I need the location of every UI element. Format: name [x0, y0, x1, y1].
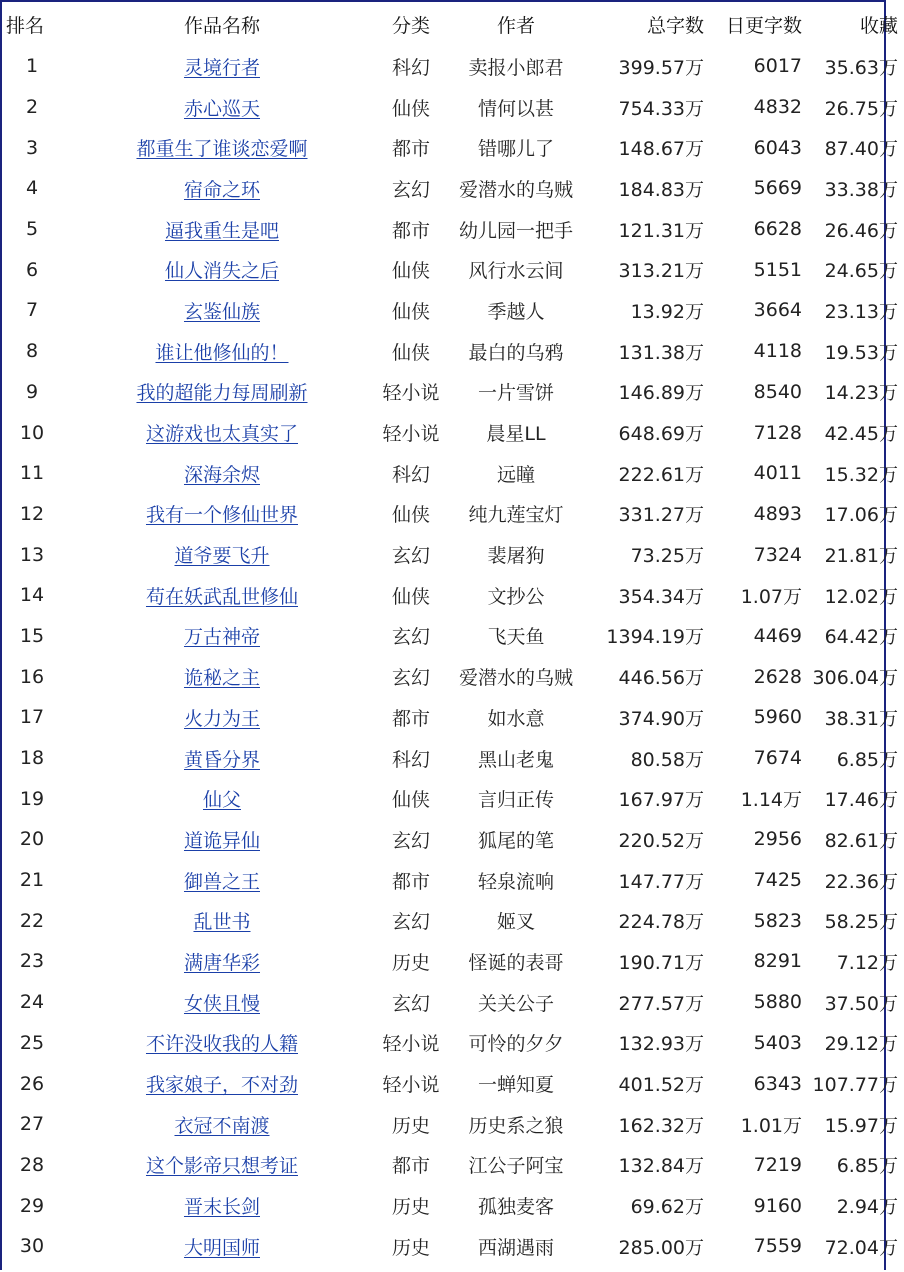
table-row: [2, 168, 904, 209]
author-cell: 关关公子: [477, 992, 554, 1015]
total-words-cell: 754.33万: [618, 97, 704, 120]
title-link[interactable]: 黄昏分界: [183, 748, 260, 771]
title-cell: [62, 1226, 382, 1267]
title-cell: [62, 1063, 382, 1104]
total-words-cell: 648.69万: [618, 423, 704, 446]
author-cell: 可怜的夕夕: [468, 1033, 564, 1056]
total-words-cell: 224.78万: [618, 911, 704, 934]
favorites-cell: 26.75万: [824, 97, 898, 120]
title-cell: [62, 534, 382, 575]
category-cell: 历史: [391, 1196, 430, 1219]
rank-cell: 19: [19, 787, 45, 810]
author-cell: 孤独麦客: [477, 1196, 554, 1219]
author-cell: 西湖遇雨: [477, 1236, 554, 1259]
daily-words-cell: 5403: [753, 1031, 802, 1054]
category-cell: 仙侠: [391, 300, 430, 323]
title-cell: [62, 900, 382, 941]
table-row: [2, 46, 904, 87]
rank-cell: 28: [19, 1153, 45, 1176]
total-words-cell: 73.25万: [630, 545, 704, 568]
author-cell: 晨星LL: [486, 423, 546, 446]
category-cell: 都市: [391, 707, 430, 730]
favorites-cell: 87.40万: [824, 138, 898, 161]
daily-words-cell: 7128: [753, 421, 802, 444]
daily-words-cell: 4893: [753, 502, 802, 525]
category-cell: 科幻: [391, 748, 430, 771]
title-link[interactable]: 玄鉴仙族: [183, 300, 260, 323]
table-row: [2, 738, 904, 779]
daily-words-cell: 2628: [753, 665, 802, 688]
title-cell: [62, 209, 382, 250]
author-cell: 裴屠狗: [487, 545, 545, 568]
author-cell: 风行水云间: [468, 260, 564, 283]
total-words-cell: 222.61万: [618, 463, 704, 486]
category-cell: 轻小说: [382, 382, 440, 405]
daily-words-cell: 4469: [753, 624, 802, 647]
title-link[interactable]: 火力为王: [183, 707, 260, 730]
daily-words-cell: 4832: [753, 96, 802, 119]
category-cell: 都市: [391, 138, 430, 161]
table-header: [2, 2, 904, 46]
daily-words-cell: 6017: [753, 55, 802, 78]
title-cell: [62, 372, 382, 413]
daily-words-cell: 8291: [753, 950, 802, 973]
favorites-cell: 17.46万: [824, 789, 898, 812]
author-cell: 远瞳: [496, 463, 535, 486]
daily-words-cell: 6343: [753, 1072, 802, 1095]
title-link[interactable]: 灵境行者: [183, 56, 260, 79]
favorites-cell: 17.06万: [824, 504, 898, 527]
table-row: [2, 982, 904, 1023]
category-cell: 轻小说: [382, 1074, 440, 1097]
title-cell: [62, 1023, 382, 1064]
title-cell: [62, 331, 382, 372]
total-words-cell: 162.32万: [618, 1114, 704, 1137]
category-cell: 都市: [391, 219, 430, 242]
table-row: [2, 1185, 904, 1226]
title-link[interactable]: 衣冠不南渡: [174, 1114, 270, 1137]
daily-words-cell: 5960: [753, 706, 802, 729]
category-cell: 历史: [391, 1236, 430, 1259]
title-cell: [62, 1104, 382, 1145]
favorites-cell: 2.94万: [836, 1196, 898, 1219]
favorites-cell: 37.50万: [824, 992, 898, 1015]
rank-cell: 29: [19, 1194, 45, 1217]
total-words-cell: 13.92万: [630, 300, 704, 323]
daily-words-cell: 7559: [753, 1235, 802, 1258]
category-cell: 玄幻: [391, 911, 430, 934]
author-cell: 纯九莲宝灯: [468, 504, 564, 527]
rank-cell: 3: [25, 136, 39, 159]
title-link[interactable]: 不许没收我的人籍: [145, 1033, 298, 1056]
title-link[interactable]: 仙人消失之后: [164, 260, 279, 283]
rank-cell: 8: [25, 340, 39, 363]
author-cell: 黑山老鬼: [477, 748, 554, 771]
category-cell: 玄幻: [391, 626, 430, 649]
table-row: [2, 860, 904, 901]
favorites-cell: 15.32万: [824, 463, 898, 486]
title-cell: [62, 453, 382, 494]
header-rank: 排名: [6, 14, 45, 37]
favorites-cell: 35.63万: [824, 56, 898, 79]
table-row: [2, 1104, 904, 1145]
total-words-cell: 277.57万: [618, 992, 704, 1015]
title-link[interactable]: 满唐华彩: [183, 951, 260, 974]
favorites-cell: 12.02万: [824, 585, 898, 608]
category-cell: 科幻: [391, 56, 430, 79]
header-total-words: 总字数: [646, 14, 704, 37]
daily-words-cell: 4011: [753, 462, 802, 485]
table-row: [2, 1226, 904, 1267]
total-words-cell: 167.97万: [618, 789, 704, 812]
rank-cell: 5: [25, 218, 39, 241]
favorites-cell: 14.23万: [824, 382, 898, 405]
favorites-cell: 72.04万: [824, 1236, 898, 1259]
author-cell: 一片雪饼: [477, 382, 554, 405]
total-words-cell: 331.27万: [618, 504, 704, 527]
daily-words-cell: 5669: [753, 177, 802, 200]
table-row: [2, 1023, 904, 1064]
author-cell: 历史系之狼: [468, 1114, 564, 1137]
table-row: [2, 290, 904, 331]
title-cell: [62, 412, 382, 453]
favorites-cell: 29.12万: [824, 1033, 898, 1056]
author-cell: 爱潜水的乌贼: [458, 667, 573, 690]
total-words-cell: 446.56万: [618, 667, 704, 690]
favorites-cell: 26.46万: [824, 219, 898, 242]
daily-words-cell: 6043: [753, 136, 802, 159]
table-row: [2, 575, 904, 616]
category-cell: 科幻: [391, 463, 430, 486]
total-words-cell: 121.31万: [618, 219, 704, 242]
category-cell: 都市: [391, 870, 430, 893]
category-cell: 玄幻: [391, 992, 430, 1015]
rank-cell: 22: [19, 909, 45, 932]
daily-words-cell: 5151: [753, 258, 802, 281]
daily-words-cell: 8540: [753, 380, 802, 403]
category-cell: 轻小说: [382, 423, 440, 446]
rank-cell: 15: [19, 624, 45, 647]
total-words-cell: 131.38万: [618, 341, 704, 364]
title-cell: [62, 697, 382, 738]
table-row: [2, 534, 904, 575]
daily-words-cell: 9160: [753, 1194, 802, 1217]
total-words-cell: 354.34万: [618, 585, 704, 608]
total-words-cell: 184.83万: [618, 178, 704, 201]
rank-cell: 12: [19, 502, 45, 525]
category-cell: 仙侠: [391, 789, 430, 812]
table-row: [2, 616, 904, 657]
total-words-cell: 69.62万: [630, 1196, 704, 1219]
table-row: [2, 412, 904, 453]
title-link[interactable]: 女侠且慢: [183, 992, 260, 1015]
favorites-cell: 19.53万: [824, 341, 898, 364]
table-row: [2, 1063, 904, 1104]
favorites-cell: 38.31万: [824, 707, 898, 730]
title-cell: [62, 290, 382, 331]
favorites-cell: 22.36万: [824, 870, 898, 893]
title-link[interactable]: 诡秘之主: [183, 667, 260, 690]
title-cell: [62, 819, 382, 860]
total-words-cell: 190.71万: [618, 951, 704, 974]
rank-cell: 9: [25, 380, 39, 403]
author-cell: 错哪儿了: [477, 138, 554, 161]
favorites-cell: 306.04万: [812, 667, 898, 690]
header-category: 分类: [391, 14, 430, 37]
table-row: [2, 372, 904, 413]
title-cell: [62, 168, 382, 209]
category-cell: 玄幻: [391, 667, 430, 690]
title-link[interactable]: 深海余烬: [183, 463, 260, 486]
total-words-cell: 146.89万: [618, 382, 704, 405]
total-words-cell: 147.77万: [618, 870, 704, 893]
favorites-cell: 6.85万: [836, 1155, 898, 1178]
author-cell: 狐尾的笔: [477, 829, 554, 852]
title-link[interactable]: 乱世书: [193, 911, 251, 934]
title-link[interactable]: 都重生了谁谈恋爱啊: [136, 138, 308, 161]
total-words-cell: 132.93万: [618, 1033, 704, 1056]
favorites-cell: 21.81万: [824, 545, 898, 568]
category-cell: 仙侠: [391, 341, 430, 364]
title-cell: [62, 656, 382, 697]
table-row: [2, 494, 904, 535]
favorites-cell: 23.13万: [824, 300, 898, 323]
rank-cell: 10: [19, 421, 45, 444]
table-row: [2, 127, 904, 168]
rank-cell: 30: [19, 1235, 45, 1258]
author-cell: 怪诞的表哥: [468, 951, 564, 974]
rank-cell: 18: [19, 747, 45, 770]
title-cell: [62, 860, 382, 901]
author-cell: 幼儿园一把手: [458, 219, 573, 242]
title-cell: [62, 494, 382, 535]
category-cell: 玄幻: [391, 545, 430, 568]
daily-words-cell: 7425: [753, 869, 802, 892]
rank-cell: 20: [19, 828, 45, 851]
title-link[interactable]: 晋末长剑: [183, 1196, 260, 1219]
category-cell: 历史: [391, 1114, 430, 1137]
title-cell: [62, 127, 382, 168]
category-cell: 都市: [391, 1155, 430, 1178]
title-cell: [62, 575, 382, 616]
total-words-cell: 80.58万: [630, 748, 704, 771]
category-cell: 仙侠: [391, 97, 430, 120]
title-link[interactable]: 这游戏也太真实了: [145, 423, 298, 446]
table-row: [2, 453, 904, 494]
favorites-cell: 15.97万: [824, 1114, 898, 1137]
category-cell: 仙侠: [391, 260, 430, 283]
table-row: [2, 1145, 904, 1186]
rank-cell: 24: [19, 991, 45, 1014]
table-row: [2, 900, 904, 941]
daily-words-cell: 6628: [753, 218, 802, 241]
title-link[interactable]: 道爷要飞升: [174, 545, 270, 568]
title-cell: [62, 982, 382, 1023]
title-link[interactable]: 宿命之环: [183, 178, 260, 201]
daily-words-cell: 7674: [753, 747, 802, 770]
author-cell: 江公子阿宝: [468, 1155, 564, 1178]
title-link[interactable]: 道诡异仙: [183, 829, 260, 852]
table-row: [2, 697, 904, 738]
table-row: [2, 209, 904, 250]
title-cell: [62, 616, 382, 657]
title-cell: [62, 87, 382, 128]
title-link[interactable]: 我有一个修仙世界: [145, 504, 298, 527]
rank-cell: 13: [19, 543, 45, 566]
table-row: [2, 941, 904, 982]
total-words-cell: 374.90万: [618, 707, 704, 730]
category-cell: 仙侠: [391, 504, 430, 527]
daily-words-cell: 7219: [753, 1153, 802, 1176]
rank-cell: 1: [25, 55, 39, 78]
total-words-cell: 1394.19万: [606, 626, 704, 649]
total-words-cell: 285.00万: [618, 1236, 704, 1259]
total-words-cell: 132.84万: [618, 1155, 704, 1178]
rank-cell: 7: [25, 299, 39, 322]
author-cell: 飞天鱼: [487, 626, 545, 649]
table-row: [2, 249, 904, 290]
rank-cell: 14: [19, 584, 45, 607]
table-row: [2, 331, 904, 372]
category-cell: 仙侠: [391, 585, 430, 608]
daily-words-cell: 7324: [753, 543, 802, 566]
rank-cell: 17: [19, 706, 45, 729]
category-cell: 历史: [391, 951, 430, 974]
category-cell: 玄幻: [391, 178, 430, 201]
rank-cell: 26: [19, 1072, 45, 1095]
author-cell: 姬叉: [496, 911, 535, 934]
title-link[interactable]: 苟在妖武乱世修仙: [145, 585, 298, 608]
title-link[interactable]: 仙父: [202, 789, 241, 812]
favorites-cell: 24.65万: [824, 260, 898, 283]
table-row: [2, 778, 904, 819]
author-cell: 爱潜水的乌贼: [458, 178, 573, 201]
title-link[interactable]: 谁让他修仙的！: [155, 341, 289, 364]
rank-cell: 16: [19, 665, 45, 688]
category-cell: 轻小说: [382, 1033, 440, 1056]
title-link[interactable]: 逼我重生是吧: [164, 219, 279, 242]
header-row: [2, 2, 904, 46]
rank-cell: 23: [19, 950, 45, 973]
favorites-cell: 107.77万: [812, 1074, 898, 1097]
daily-words-cell: 4118: [753, 340, 802, 363]
title-cell: [62, 778, 382, 819]
favorites-cell: 42.45万: [824, 423, 898, 446]
header-title: 作品名称: [183, 14, 260, 37]
author-cell: 言归正传: [477, 789, 554, 812]
favorites-cell: 58.25万: [824, 911, 898, 934]
daily-words-cell: 1.07万: [740, 585, 802, 608]
header-author: 作者: [496, 14, 535, 37]
daily-words-cell: 1.14万: [740, 789, 802, 812]
daily-words-cell: 5823: [753, 909, 802, 932]
rank-cell: 21: [19, 869, 45, 892]
total-words-cell: 220.52万: [618, 829, 704, 852]
favorites-cell: 7.12万: [836, 951, 898, 974]
rank-cell: 25: [19, 1031, 45, 1054]
rank-cell: 4: [25, 177, 39, 200]
title-link[interactable]: 这个影帝只想考证: [145, 1155, 298, 1178]
author-cell: 如水意: [487, 707, 545, 730]
daily-words-cell: 1.01万: [740, 1114, 802, 1137]
total-words-cell: 399.57万: [618, 56, 704, 79]
total-words-cell: 401.52万: [618, 1074, 704, 1097]
rank-cell: 11: [19, 462, 45, 485]
rank-cell: 6: [25, 258, 39, 281]
daily-words-cell: 5880: [753, 991, 802, 1014]
table-row: [2, 819, 904, 860]
title-link[interactable]: 我家娘子，不对劲: [145, 1074, 298, 1097]
title-link[interactable]: 我的超能力每周刷新: [136, 382, 308, 405]
favorites-cell: 64.42万: [824, 626, 898, 649]
header-daily-words: 日更字数: [725, 14, 802, 37]
favorites-cell: 33.38万: [824, 178, 898, 201]
title-link[interactable]: 御兽之王: [183, 870, 260, 893]
title-link[interactable]: 大明国师: [183, 1236, 260, 1259]
total-words-cell: 313.21万: [618, 260, 704, 283]
author-cell: 文抄公: [487, 585, 545, 608]
title-cell: [62, 738, 382, 779]
title-cell: [62, 1185, 382, 1226]
title-link[interactable]: 万古神帝: [183, 626, 260, 649]
title-cell: [62, 1145, 382, 1186]
category-cell: 玄幻: [391, 829, 430, 852]
daily-words-cell: 2956: [753, 828, 802, 851]
header-favorites: 收藏: [859, 14, 898, 37]
ranking-table: [2, 2, 904, 1267]
favorites-cell: 6.85万: [836, 748, 898, 771]
rank-cell: 27: [19, 1113, 45, 1136]
title-link[interactable]: 赤心巡天: [183, 97, 260, 120]
favorites-cell: 82.61万: [824, 829, 898, 852]
author-cell: 情何以甚: [477, 97, 554, 120]
author-cell: 最白的乌鸦: [468, 341, 564, 364]
rank-cell: 2: [25, 96, 39, 119]
table-row: [2, 87, 904, 128]
author-cell: 轻泉流响: [477, 870, 554, 893]
table-row: [2, 656, 904, 697]
table-body: [2, 46, 904, 1267]
daily-words-cell: 3664: [753, 299, 802, 322]
title-cell: [62, 46, 382, 87]
title-cell: [62, 941, 382, 982]
author-cell: 一蝉知夏: [477, 1074, 554, 1097]
author-cell: 卖报小郎君: [468, 56, 564, 79]
author-cell: 季越人: [487, 300, 545, 323]
total-words-cell: 148.67万: [618, 138, 704, 161]
title-cell: [62, 249, 382, 290]
